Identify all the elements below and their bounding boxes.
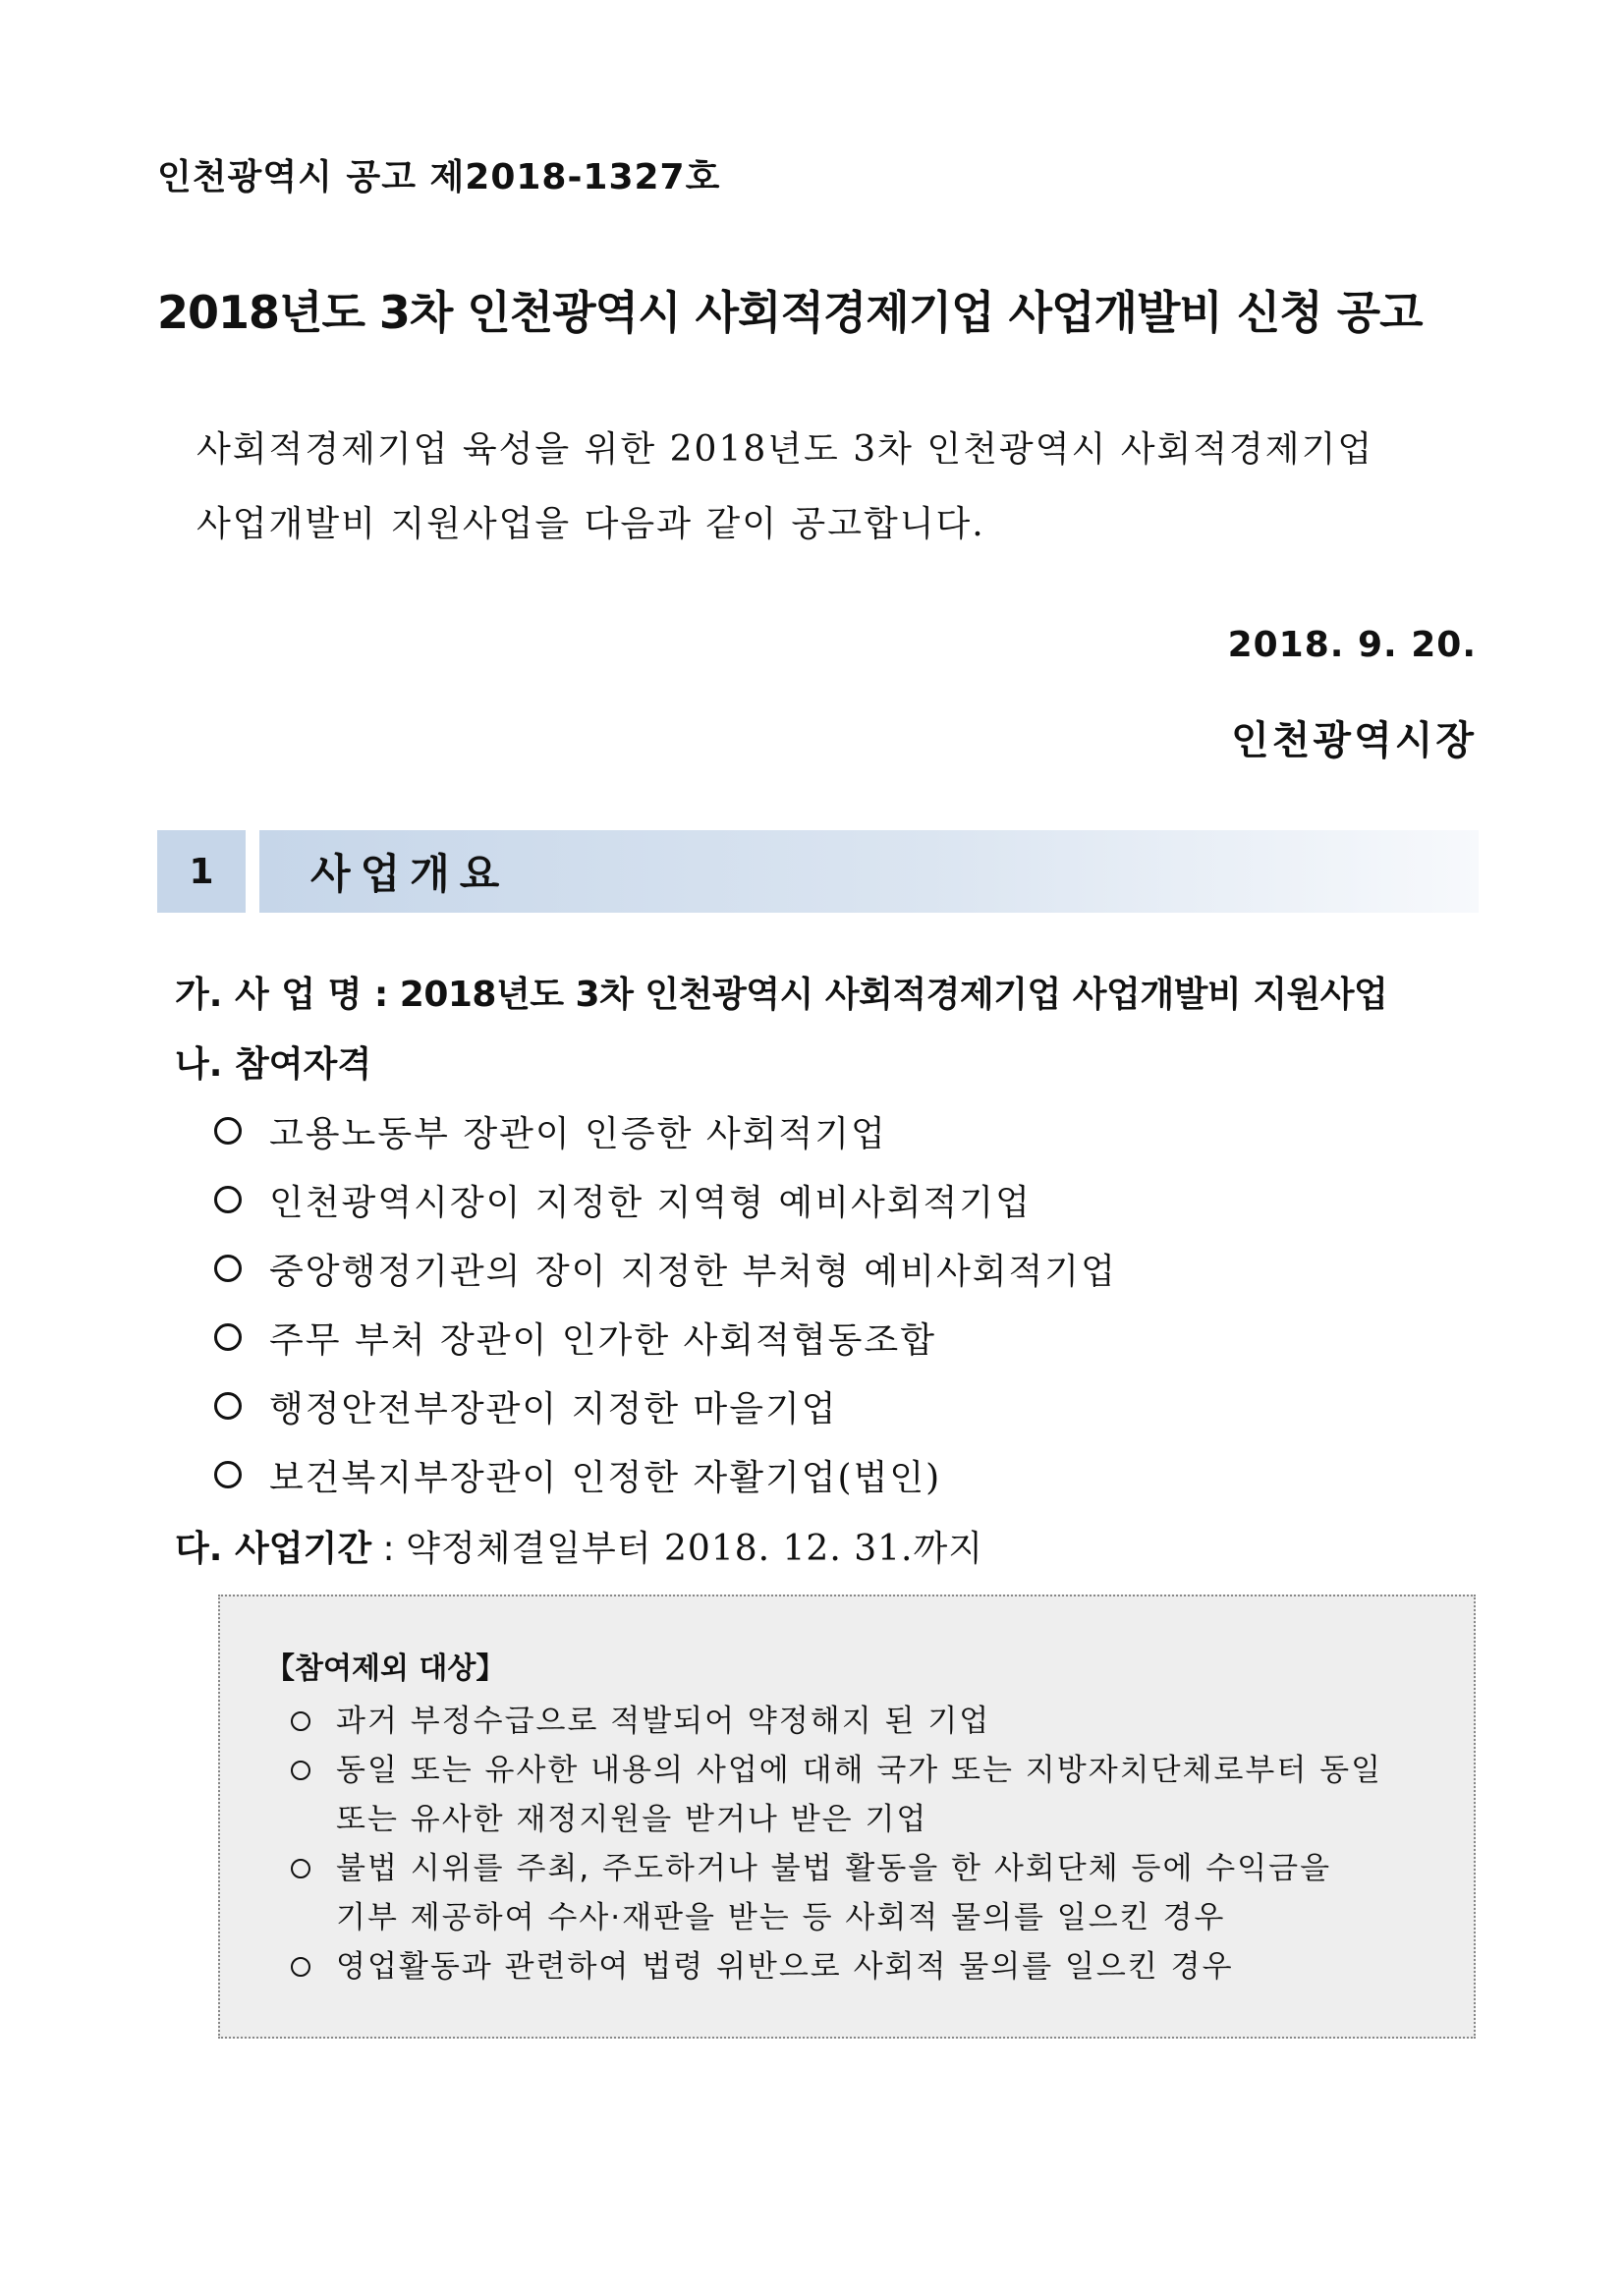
exclusions-heading: 【참여제외 대상】 bbox=[265, 1652, 506, 1686]
list-item: 인천광역시장이 지정한 지역형 예비사회적기업 bbox=[214, 1165, 1117, 1234]
list-item: 과거 부정수급으로 적발되어 약정해지 된 기업 bbox=[291, 1697, 1382, 1746]
intro-paragraph bbox=[196, 413, 1474, 562]
list-item: 고용노동부 장관이 인증한 사회적기업 bbox=[214, 1096, 1117, 1165]
business-name-value: 2018년도 3차 인천광역시 사회적경제기업 사업개발비 지원사업 bbox=[399, 975, 1388, 1015]
notice-date: 2018. 9. 20. bbox=[1227, 625, 1477, 665]
list-item: 불법 시위를 주최, 주도하거나 불법 활동을 한 사회단체 등에 수익금을 기부 제공하여 수사·재판을 받는 등 사회적 물의를 일으킨 경우 bbox=[291, 1844, 1382, 1942]
business-period-separator: : bbox=[382, 1529, 395, 1569]
circle-bullet-icon bbox=[291, 1761, 310, 1780]
eligibility-label: 나. 참여자격 bbox=[175, 1044, 372, 1085]
business-name-item bbox=[175, 967, 1387, 1017]
circle-bullet-icon bbox=[214, 1461, 242, 1488]
list-item: 행정안전부장관이 지정한 마을기업 bbox=[214, 1372, 1117, 1440]
list-item: 주무 부처 장관이 인가한 사회적협동조합 bbox=[214, 1303, 1117, 1372]
list-item: 동일 또는 유사한 내용의 사업에 대해 국가 또는 지방자치단체로부터 동일 또는 유사한 재정지원을 받거나 받은 기업 bbox=[291, 1746, 1382, 1844]
circle-bullet-icon bbox=[214, 1117, 242, 1145]
circle-bullet-icon bbox=[291, 1711, 310, 1731]
section-header bbox=[157, 830, 1479, 913]
business-period-value: 약정체결일부터 2018. 12. 31.까지 bbox=[406, 1529, 984, 1569]
circle-bullet-icon bbox=[291, 1957, 310, 1977]
section-number: 1 bbox=[157, 830, 246, 913]
section-title-bar bbox=[259, 830, 1479, 913]
circle-bullet-icon bbox=[214, 1323, 242, 1351]
eligibility-list bbox=[214, 1096, 1117, 1509]
business-name-label: 가. 사 업 명 : bbox=[175, 975, 389, 1015]
circle-bullet-icon bbox=[214, 1255, 242, 1282]
circle-bullet-icon bbox=[214, 1392, 242, 1420]
circle-bullet-icon bbox=[214, 1186, 242, 1213]
business-period-item bbox=[175, 1521, 983, 1571]
notice-number: 인천광역시 공고 제2018-1327호 bbox=[157, 157, 721, 197]
intro-line-2: 사업개발비 지원사업을 다음과 같이 공고합니다. bbox=[196, 504, 985, 544]
list-item: 보건복지부장관이 인정한 자활기업(법인) bbox=[214, 1440, 1117, 1509]
circle-bullet-icon bbox=[291, 1859, 310, 1878]
document-title: 2018년도 3차 인천광역시 사회적경제기업 사업개발비 신청 공고 bbox=[157, 286, 1423, 339]
exclusions-list bbox=[291, 1697, 1382, 1991]
intro-line-1: 사회적경제기업 육성을 위한 2018년도 3차 인천광역시 사회적경제기업 bbox=[196, 429, 1374, 470]
issuer-name: 인천광역시장 bbox=[1231, 718, 1477, 763]
exclusions-box bbox=[218, 1595, 1476, 2039]
section-title: 사업개요 bbox=[310, 850, 510, 898]
list-item: 영업활동과 관련하여 법령 위반으로 사회적 물의를 일으킨 경우 bbox=[291, 1942, 1382, 1991]
list-item: 중앙행정기관의 장이 지정한 부처형 예비사회적기업 bbox=[214, 1234, 1117, 1303]
business-period-label: 다. 사업기간 bbox=[175, 1529, 372, 1569]
